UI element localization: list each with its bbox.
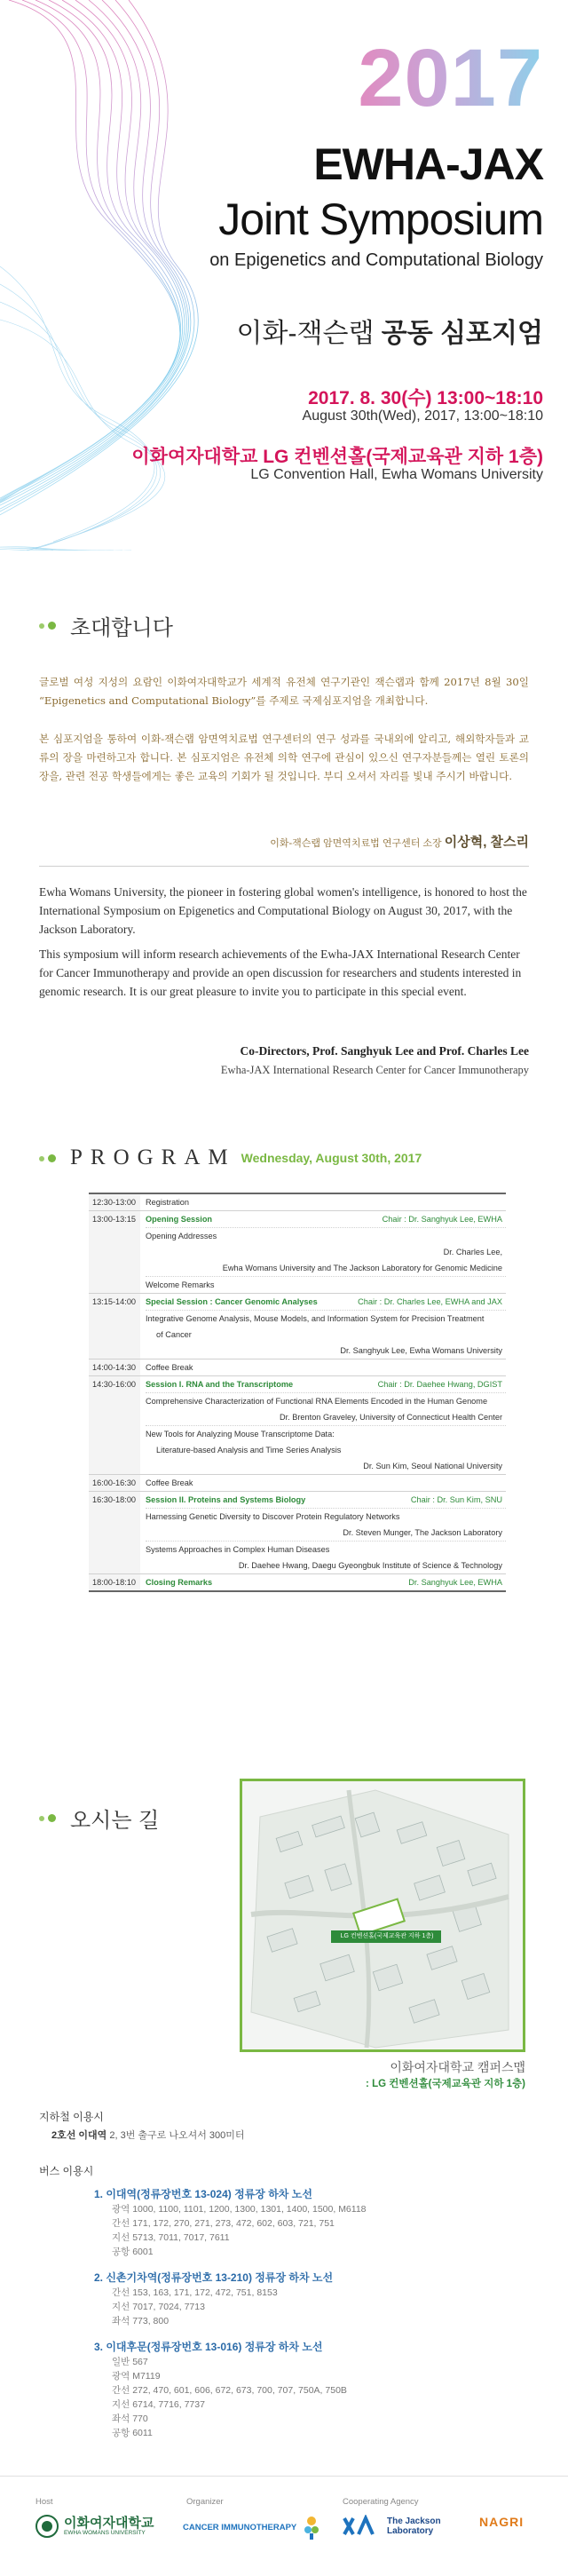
program-row: 14:00-14:30 Coffee Break <box>89 1359 506 1376</box>
bus-route-line: 공항 6001 <box>112 2247 154 2257</box>
bus-route-line: 광역 M7119 <box>112 2371 161 2382</box>
host-label: Host <box>36 2497 53 2507</box>
program-row: 14:30-16:00 Session I. RNA and the Transcriptome Chair : Dr. Daehee Hwang, DGIST Comprehensive Characterization of Functional RNA Elements Encoded in the Human Genome Dr. Brenton Graveley, University of Connecticut Health Center New Tools for Analyzing Mouse Transcriptome Data: Literature-based Analysis and Time Series Analysis Dr. Sun Kim, Seoul National University <box>89 1376 506 1475</box>
korean-title: 이화-잭슨랩 공동 심포지엄 <box>236 319 543 348</box>
directions-heading: 오시는 길 <box>39 1803 159 1834</box>
jax-logo: The Jackson Laboratory <box>341 2515 441 2538</box>
bullet-dots-icon <box>39 1814 56 1822</box>
map-caption-venue: : LG 컨벤션홀(국제교육관 지하 1층) <box>366 2079 525 2089</box>
bus-route-line: 간선 153, 163, 171, 172, 472, 751, 8153 <box>112 2287 278 2298</box>
bus-route-line: 좌석 770 <box>112 2414 148 2424</box>
program-heading: PROGRAM Wednesday, August 30th, 2017 <box>39 1145 422 1170</box>
invitation-en-org: Ewha-JAX International Research Center for Cancer Immunotherapy <box>220 1064 529 1076</box>
event-venue-en: LG Convention Hall, Ewha Womans University <box>250 467 543 482</box>
event-year: 2017 <box>358 33 543 123</box>
bus-route-line: 지선 7017, 7024, 7713 <box>112 2302 205 2312</box>
invitation-en-para2: This symposium will inform research achievements of the Ewha-JAX International Research Center for Cancer Immunotherapy and provide an open discussion for researchers and students interested in genomic research. It is our great pleasure to invite you to participate in this special event. <box>39 947 522 998</box>
bus-route-line: 지선 5713, 7011, 7017, 7611 <box>112 2232 230 2243</box>
invitation-ko-para1: 글로벌 여성 지성의 요람인 이화여자대학교가 세계적 유전체 연구기관인 잭슨랩과 함께 2017년 8월 30일 “Epigenetics and Computational Biology”를 주제로 국제심포지엄을 개최합니다. <box>39 676 529 707</box>
program-row: 13:15-14:00 Special Session : Cancer Genomic Analyses Chair : Dr. Charles Lee, EWHA and JAX Integrative Genome Analysis, Mouse Models, and Information System for Precision Treatment of Cancer Dr. Sanghyuk Lee, Ewha Womans University <box>89 1294 506 1359</box>
bus-route-line: 간선 272, 470, 601, 606, 672, 673, 700, 707, 750A, 750B <box>112 2385 347 2396</box>
bus-stop-3: 3. 이대후문(정류장번호 13-016) 정류장 하차 노선 <box>94 2341 323 2353</box>
campus-map[interactable] <box>240 1779 525 2052</box>
organizer-label: Organizer <box>186 2497 224 2507</box>
event-subtitle: on Epigenetics and Computational Biology <box>209 250 543 270</box>
program-row: 12:30-13:00 Registration <box>89 1194 506 1211</box>
bus-stop-2: 2. 신촌기차역(정류장번호 13-210) 정류장 하차 노선 <box>94 2271 334 2284</box>
program-row: 16:30-18:00 Session II. Proteins and Systems Biology Chair : Dr. Sun Kim, SNU Harnessing Genetic Diversity to Discover Protein Regulatory Networks Dr. Steven Munger, The Jackson Laboratory Systems Approaches in Complex Human Diseases Dr. Daehee Hwang, Daegu Gyeongbuk Institute of Science & Technology <box>89 1492 506 1574</box>
organizer-logo: CANCER IMMUNOTHERAPY <box>183 2515 321 2540</box>
invitation-en-signature: Co-Directors, Prof. Sanghyuk Lee and Prof. Charles Lee <box>240 1044 529 1058</box>
bullet-dots-icon <box>39 622 56 630</box>
jax-emblem-icon <box>341 2515 382 2538</box>
divider <box>39 866 529 867</box>
cooperating-label: Cooperating Agency <box>343 2497 419 2507</box>
program-table <box>89 1193 506 1592</box>
subway-info: 2호선 이대역 2, 3번 출구로 나오셔서 300미터 <box>51 2130 245 2141</box>
program-date: Wednesday, August 30th, 2017 <box>241 1151 422 1165</box>
bus-route-line: 좌석 773, 800 <box>112 2316 170 2326</box>
event-date-en: August 30th(Wed), 2017, 13:00~18:10 <box>302 408 543 424</box>
map-location-label: LG 컨벤션홀(국제교육관 지하 1층) <box>340 1933 434 1939</box>
bus-route-line: 일반 567 <box>112 2357 148 2367</box>
campus-map-graphic <box>242 1781 523 2049</box>
nagri-logo: NAGRI <box>479 2515 525 2529</box>
bus-stop-1: 1. 이대역(정류장번호 13-024) 정류장 하차 노선 <box>94 2188 312 2200</box>
program-row: 18:00-18:10 Closing Remarks Dr. Sanghyuk Lee, EWHA <box>89 1574 506 1590</box>
organizer-emblem-icon <box>302 2515 321 2540</box>
bullet-dots-icon <box>39 1154 56 1162</box>
invitation-heading: 초대합니다 <box>39 610 173 641</box>
event-date-ko: 2017. 8. 30(수) 13:00~18:10 <box>308 388 543 408</box>
subway-heading: 지하철 이용시 <box>39 2111 104 2123</box>
event-title-line1: EWHA-JAX <box>313 139 543 189</box>
ewha-emblem-icon <box>36 2515 59 2538</box>
program-row: 13:00-13:15 Opening Session Chair : Dr. Sanghyuk Lee, EWHA Opening Addresses Dr. Charles Lee, Ewha Womans University and The Jackson Laboratory for Genomic Medicine Welcome Remarks <box>89 1211 506 1294</box>
program-row: 16:00-16:30 Coffee Break <box>89 1475 506 1492</box>
host-logo: 이화여자대학교 EWHA WOMANS UNIVERSITY <box>36 2515 154 2538</box>
hero-banner <box>0 0 568 551</box>
map-caption: 이화여자대학교 캠퍼스맵 <box>390 2060 525 2074</box>
invitation-ko-signature: 이화-잭슨랩 암면역치료법 연구센터 소장 이상혁, 찰스리 <box>270 835 529 850</box>
footer-divider <box>0 2476 568 2477</box>
bus-route-line: 광역 1000, 1100, 1101, 1200, 1300, 1301, 1400, 1500, M6118 <box>112 2204 367 2215</box>
bus-route-line: 공항 6011 <box>112 2428 153 2438</box>
invitation-ko-para2: 본 심포지엄을 통하여 이화-잭슨랩 암면역치료법 연구센터의 연구 성과를 국내외에 알리고, 해외학자들과 교류의 장을 마련하고자 합니다. 본 심포지엄은 유전체 의학 연구에 관심이 있으신 연구자분들께는 열린 토론의 장을, 관련 전공 학생들에게는 좋은 교육의 기회가 될 것입니다. 부디 오셔서 자리를 빛내 주시기 바랍니다. <box>39 733 529 782</box>
event-title-line2: Joint Symposium <box>218 194 543 244</box>
bus-route-line: 간선 171, 172, 270, 271, 273, 472, 602, 603, 721, 751 <box>112 2218 335 2229</box>
invitation-en-para1: Ewha Womans University, the pioneer in fostering global women's intelligence, is honored to host the International Symposium on Epigenetics and Computational Biology on August 30, 2017, with the Jackson Laboratory. <box>39 885 527 936</box>
bus-route-line: 지선 6714, 7716, 7737 <box>112 2399 205 2410</box>
bus-heading: 버스 이용시 <box>39 2165 94 2177</box>
event-venue-ko: 이화여자대학교 LG 컨벤션홀(국제교육관 지하 1층) <box>131 447 543 467</box>
